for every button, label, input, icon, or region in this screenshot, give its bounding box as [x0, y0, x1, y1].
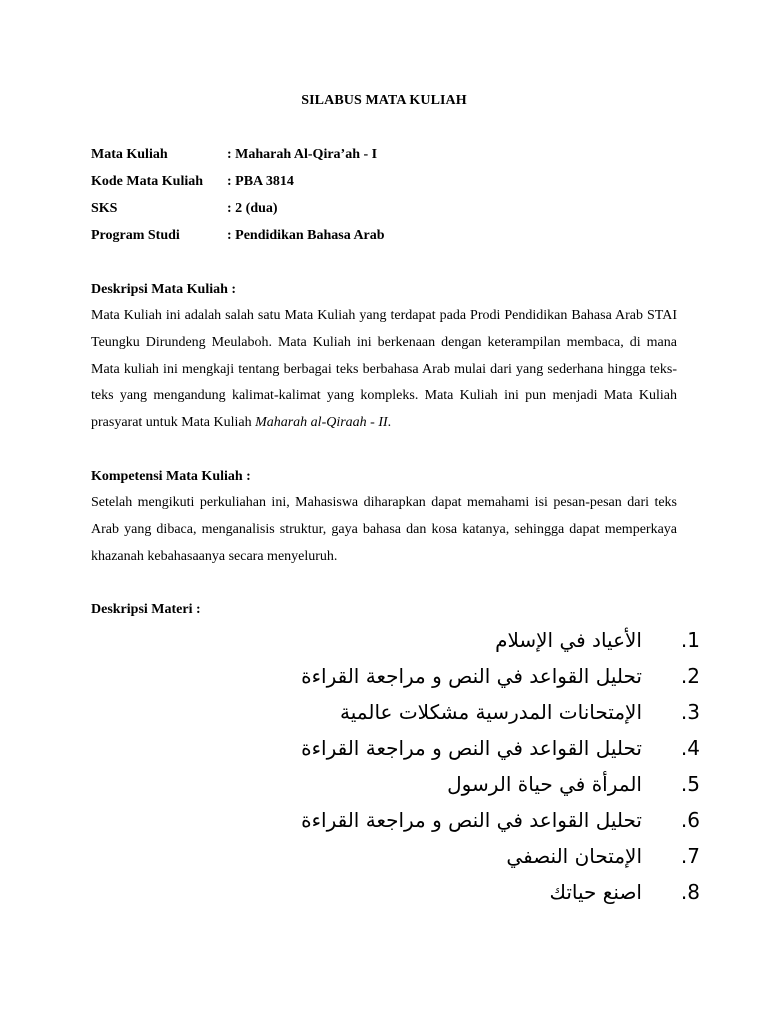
deskripsi-text: Mata Kuliah ini adalah salah satu Mata Kuliah yang terdapat pada Prodi Pendidikan Bahasa Arab STAI Teungku Dirundeng Meulaboh. Mata Kuliah ini berkenaan dengan keterampilan membaca, di mana Mata kuliah ini mengkaji tentang berbagai teks berbahasa Arab mulai dari yang sederhana hingga teks-teks yang mengandung kalimat-kalimat yang kompleks. Mata Kuliah ini pun menjadi Mata Kuliah prasyarat untuk Mata Kuliah — [91, 308, 677, 431]
materi-text: الإمتحان النصفي — [506, 844, 642, 868]
list-item — [200, 622, 700, 658]
info-row-program-studi — [91, 226, 385, 253]
info-label: Program Studi — [91, 228, 180, 243]
list-item — [200, 658, 700, 694]
info-label: SKS — [91, 201, 118, 216]
info-row-mata-kuliah — [91, 145, 385, 172]
kompetensi-heading: Kompetensi Mata Kuliah : — [91, 469, 251, 484]
info-value: : Maharah Al-Qira’ah - I — [227, 147, 378, 162]
materi-number: .2 — [680, 664, 700, 688]
materi-text: تحليل القواعد في النص و مراجعة القراءة — [301, 736, 642, 760]
course-info — [91, 145, 385, 253]
info-label: Mata Kuliah — [91, 147, 168, 162]
list-item — [200, 838, 700, 874]
kompetensi-paragraph: Setelah mengikuti perkuliahan ini, Mahasiswa diharapkan dapat memahami isi pesan-pesan dari teks Arab yang dibaca, menganalisis struktur, gaya bahasa dan kosa katanya, sehingga dapat memperkaya khazanah kebahasaanya secara menyeluruh. — [91, 495, 677, 564]
list-item — [200, 874, 700, 910]
materi-number: .7 — [680, 844, 700, 868]
materi-number: .1 — [680, 628, 700, 652]
list-item — [200, 730, 700, 766]
deskripsi-italic: Maharah al-Qiraah - II — [255, 415, 388, 431]
deskripsi-end: . — [387, 415, 392, 431]
list-item — [200, 766, 700, 802]
info-row-kode — [91, 172, 385, 199]
materi-number: .4 — [680, 736, 700, 760]
info-value: : Pendidikan Bahasa Arab — [227, 228, 385, 243]
info-value: : PBA 3814 — [227, 174, 294, 189]
list-item — [200, 694, 700, 730]
page-title: SILABUS MATA KULIAH — [301, 93, 467, 108]
info-row-sks — [91, 199, 385, 226]
materi-text: الأعياد في الإسلام — [495, 628, 642, 652]
materi-text: تحليل القواعد في النص و مراجعة القراءة — [301, 664, 642, 688]
materi-list — [200, 622, 700, 910]
list-item — [200, 802, 700, 838]
deskripsi-paragraph — [91, 303, 677, 437]
materi-text: تحليل القواعد في النص و مراجعة القراءة — [301, 808, 642, 832]
materi-heading: Deskripsi Materi : — [91, 602, 201, 617]
info-label: Kode Mata Kuliah — [91, 174, 204, 189]
materi-text: المرأة في حياة الرسول — [447, 772, 642, 796]
materi-number: .6 — [680, 808, 700, 832]
materi-number: .5 — [680, 772, 700, 796]
materi-number: .3 — [680, 700, 700, 724]
materi-number: .8 — [680, 880, 700, 904]
deskripsi-heading: Deskripsi Mata Kuliah : — [91, 282, 237, 297]
info-value: : 2 (dua) — [227, 201, 278, 216]
materi-text: الإمتحانات المدرسية مشكلات عالمية — [340, 700, 642, 724]
materi-text: اصنع حياتك — [549, 880, 642, 904]
